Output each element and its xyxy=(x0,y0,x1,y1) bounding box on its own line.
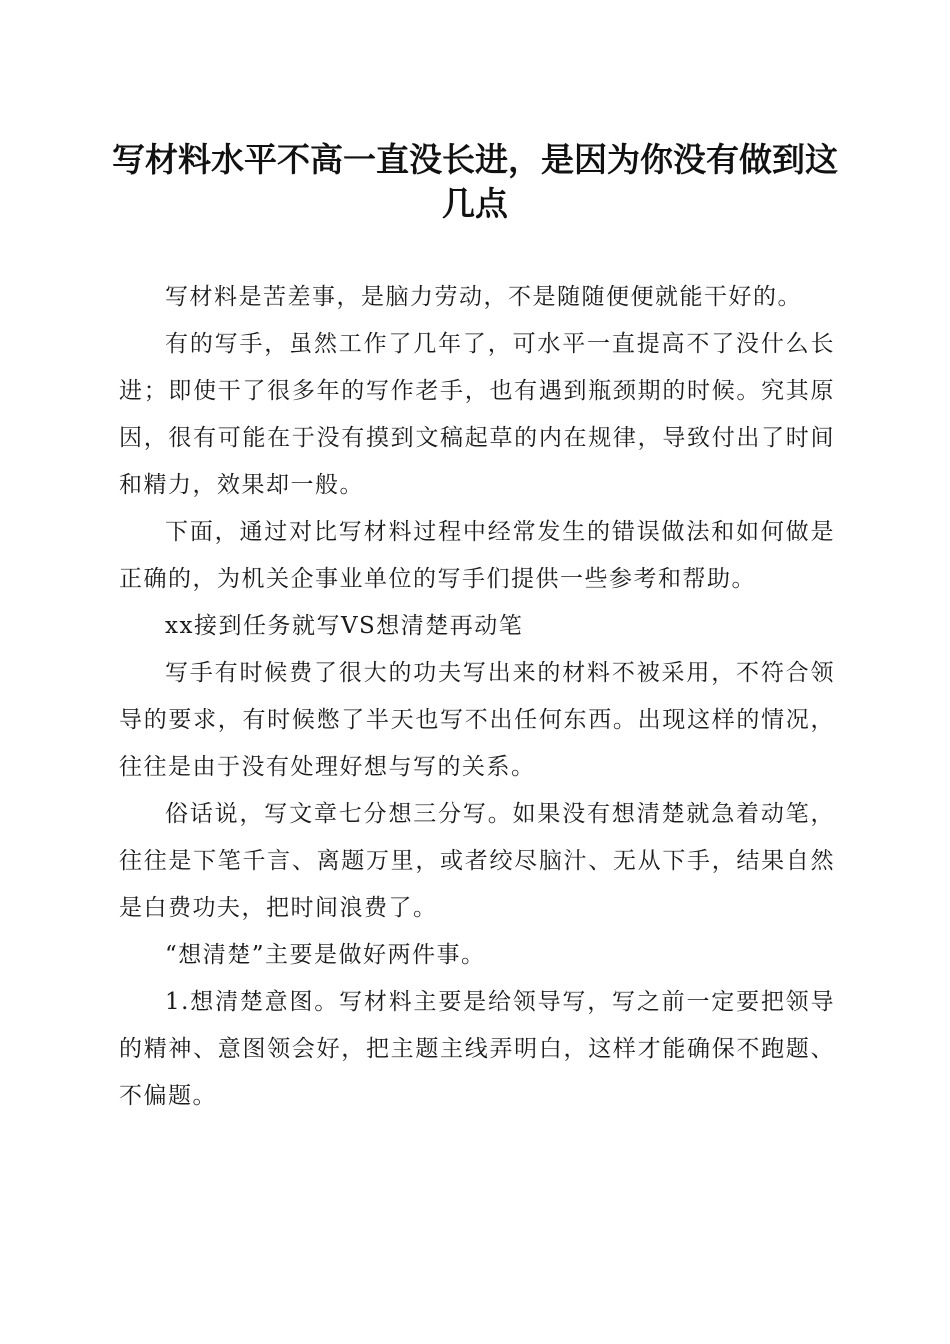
paragraph-1: 写材料是苦差事，是脑力劳动，不是随随便便就能干好的。 xyxy=(165,284,802,310)
section-heading: xx接到任务就写VS想清楚再动笔 xyxy=(165,613,524,639)
document-body xyxy=(119,274,835,1120)
paragraph-7: 1.想清楚意图。写材料主要是给领导写，写之前一定要把领导的精神、意图领会好，把主题主线弄明白，这样才能确保不跑题、不偏题。 xyxy=(119,989,835,1109)
paragraph-4: 写手有时候费了很大的功夫写出来的材料不被采用，不符合领导的要求，有时候憋了半天也写不出任何东西。出现这样的情况，往往是由于没有处理好想与写的关系。 xyxy=(119,660,835,780)
paragraph-5: 俗话说，写文章七分想三分写。如果没有想清楚就急着动笔，往往是下笔千言、离题万里，或者绞尽脑汁、无从下手，结果自然是白费功夫，把时间浪费了。 xyxy=(119,801,835,921)
paragraph-3: 下面，通过对比写材料过程中经常发生的错误做法和如何做是正确的，为机关企事业单位的写手们提供一些参考和帮助。 xyxy=(119,519,835,592)
paragraph-2: 有的写手，虽然工作了几年了，可水平一直提高不了没什么长进；即使干了很多年的写作老手，也有遇到瓶颈期的时候。究其原因，很有可能在于没有摸到文稿起草的内在规律，导致付出了时间和精力，效果却一般。 xyxy=(119,331,835,498)
document-title: 写材料水平不高一直没长进，是因为你没有做到这几点 xyxy=(112,140,838,223)
paragraph-6: “想清楚”主要是做好两件事。 xyxy=(165,942,486,968)
